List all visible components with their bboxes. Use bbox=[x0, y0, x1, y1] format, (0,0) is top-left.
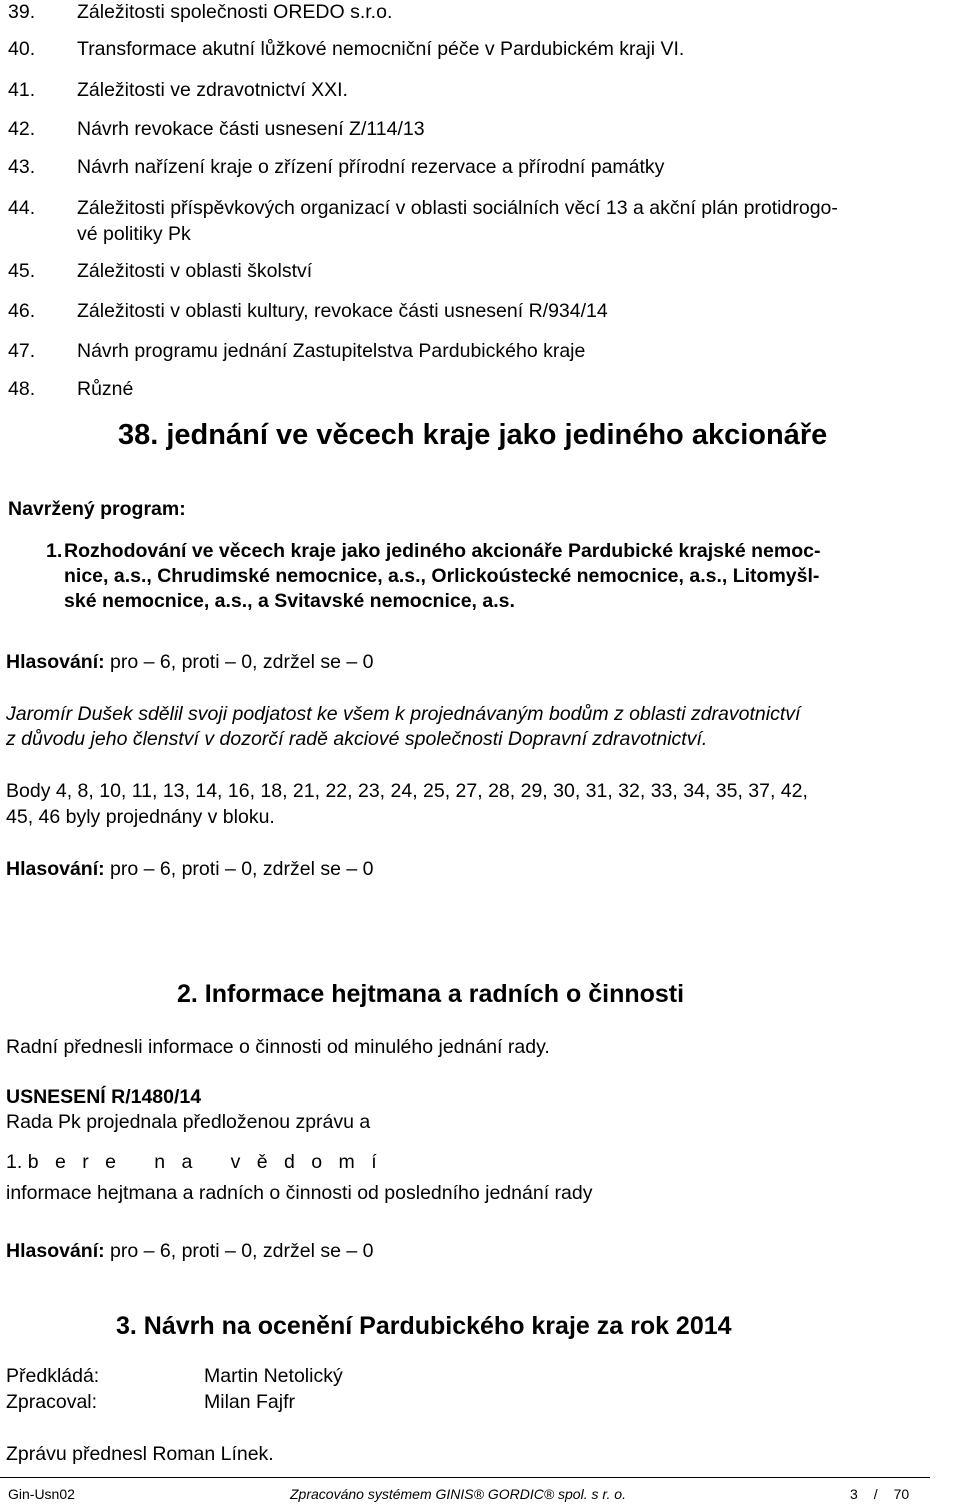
agenda-item-number: 46. bbox=[8, 300, 36, 322]
agenda-item-number: 48. bbox=[8, 378, 36, 400]
vote-label: Hlasování: bbox=[6, 858, 105, 880]
program-label: Navržený program: bbox=[8, 498, 186, 520]
block-text-line: Body 4, 8, 10, 11, 13, 14, 16, 18, 21, 22, 23, 24, 25, 27, 28, 29, 30, 31, 32, 33, 34, 35, 37, 42, bbox=[6, 780, 808, 802]
block-text-line: 45, 46 byly projednány v bloku. bbox=[6, 806, 275, 828]
agenda-item bbox=[8, 37, 685, 62]
program-item-line: ské nemocnice, a.s., a Svitavské nemocnice, a.s. bbox=[64, 590, 515, 612]
agenda-item-number: 44. bbox=[8, 197, 36, 219]
agenda-item bbox=[8, 377, 134, 402]
resolution-id: USNESENÍ R/1480/14 bbox=[6, 1086, 202, 1108]
program-item-number: 1. bbox=[46, 540, 63, 562]
resolution-point-number: 1. bbox=[6, 1151, 23, 1173]
agenda-item-text: Různé bbox=[77, 378, 134, 400]
footer-divider bbox=[0, 1477, 930, 1478]
resolution-point-verb: b e r e n a v ě d o m í bbox=[27, 1151, 383, 1173]
agenda-item bbox=[8, 196, 838, 221]
agenda-item-continuation: vé politiky Pk bbox=[77, 223, 191, 245]
agenda-item bbox=[8, 0, 393, 25]
page-total: 70 bbox=[893, 1486, 910, 1502]
agenda-item-number: 45. bbox=[8, 260, 36, 282]
footer-page-number bbox=[850, 1485, 909, 1503]
processor-name: Milan Fajfr bbox=[204, 1391, 296, 1413]
vote-result bbox=[6, 1239, 373, 1264]
agenda-item bbox=[8, 78, 348, 103]
vote-label: Hlasování: bbox=[6, 651, 105, 673]
agenda-item-text: Záležitosti ve zdravotnictví XXI. bbox=[77, 79, 348, 101]
presenter-name: Martin Netolický bbox=[204, 1365, 343, 1387]
agenda-item-text: Transformace akutní lůžkové nemocniční péče v Pardubickém kraji VI. bbox=[77, 38, 685, 60]
section-heading: 2. Informace hejtmana a radních o činnosti bbox=[177, 980, 685, 1008]
vote-result bbox=[6, 650, 373, 675]
page-current: 3 bbox=[850, 1486, 858, 1502]
vote-label: Hlasování: bbox=[6, 1240, 105, 1262]
resolution-point-text: informace hejtmana a radních o činnosti od posledního jednání rady bbox=[6, 1182, 593, 1204]
agenda-item bbox=[8, 339, 586, 364]
program-item-line: Rozhodování ve věcech kraje jako jediného akcionáře Pardubické krajské nemoc- bbox=[64, 540, 821, 562]
vote-result bbox=[6, 857, 373, 882]
agenda-item-number: 39. bbox=[8, 1, 36, 23]
agenda-item-text: Návrh nařízení kraje o zřízení přírodní rezervace a přírodní památky bbox=[77, 156, 665, 178]
agenda-item bbox=[8, 117, 425, 142]
agenda-item-text: Návrh revokace části usnesení Z/114/13 bbox=[77, 118, 425, 140]
agenda-item-number: 47. bbox=[8, 340, 36, 362]
agenda-item bbox=[8, 259, 313, 284]
declaration-line: z důvodu jeho členství v dozorčí radě akciové společnosti Dopravní zdravotnictví. bbox=[6, 728, 708, 750]
processor-label: Zpracoval: bbox=[6, 1391, 98, 1413]
agenda-item bbox=[8, 155, 665, 180]
agenda-item-text: Záležitosti v oblasti školství bbox=[77, 260, 313, 282]
agenda-item-text: Záležitosti v oblasti kultury, revokace části usnesení R/934/14 bbox=[77, 300, 608, 322]
agenda-item-text: Záležitosti společnosti OREDO s.r.o. bbox=[77, 1, 393, 23]
report-text: Zprávu přednesl Roman Línek. bbox=[6, 1443, 274, 1465]
agenda-item bbox=[8, 299, 608, 324]
section-heading: 38. jednání ve věcech kraje jako jediného akcionáře bbox=[118, 419, 828, 451]
agenda-item-number: 41. bbox=[8, 79, 36, 101]
footer-system-text: Zpracováno systémem GINIS® GORDIC® spol. s r. o. bbox=[290, 1486, 626, 1502]
program-item-line: nice, a.s., Chrudimské nemocnice, a.s., Orlickoústecké nemocnice, a.s., Litomyšl- bbox=[64, 565, 820, 587]
vote-counts: pro – 6, proti – 0, zdržel se – 0 bbox=[110, 1240, 374, 1262]
section-heading: 3. Návrh na ocenění Pardubického kraje za rok 2014 bbox=[116, 1312, 732, 1340]
page-separator: / bbox=[873, 1486, 878, 1502]
vote-counts: pro – 6, proti – 0, zdržel se – 0 bbox=[110, 858, 374, 880]
agenda-item-number: 40. bbox=[8, 38, 36, 60]
vote-counts: pro – 6, proti – 0, zdržel se – 0 bbox=[110, 651, 374, 673]
declaration-line: Jaromír Dušek sdělil svoji podjatost ke všem k projednávaným bodům z oblasti zdravotnictví bbox=[6, 703, 801, 725]
resolution-point bbox=[6, 1150, 382, 1175]
agenda-item-number: 43. bbox=[8, 156, 36, 178]
footer-doc-code: Gin-Usn02 bbox=[8, 1486, 75, 1502]
presenter-label: Předkládá: bbox=[6, 1365, 100, 1387]
agenda-item-text: Návrh programu jednání Zastupitelstva Pardubického kraje bbox=[77, 340, 586, 362]
resolution-text: Rada Pk projednala předloženou zprávu a bbox=[6, 1111, 371, 1133]
agenda-item-number: 42. bbox=[8, 118, 36, 140]
section-intro: Radní přednesli informace o činnosti od minulého jednání rady. bbox=[6, 1036, 550, 1058]
agenda-item-text: Záležitosti příspěvkových organizací v oblasti sociálních věcí 13 a akční plán protidrogo- bbox=[77, 197, 838, 219]
